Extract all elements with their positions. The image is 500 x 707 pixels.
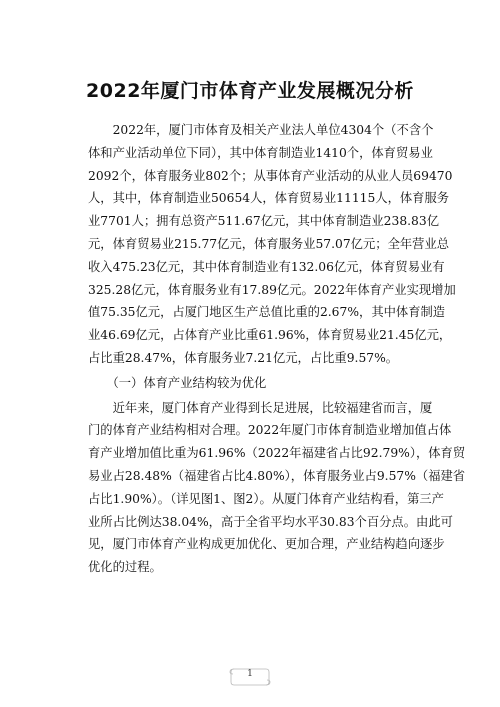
- paragraph-line: 业所占比例达38.04%，高于全省平均水平30.83个百分点。由此可: [88, 514, 453, 529]
- paragraph-line: 占比1.90%）。（详见图1、图2）。从厦门体育产业结构看，第三产: [88, 491, 444, 506]
- paragraph-line: 2092个，体育服务业802个；从事体育产业活动的从业人员69470: [88, 168, 453, 183]
- paragraph-line: 体和产业活动单位下同），其中体育制造业1410个，体育贸易业: [88, 145, 433, 160]
- paragraph-line: 收入475.23亿元，其中体育制造业有132.06亿元，体育贸易业有: [88, 259, 445, 274]
- paragraph-line: 业7701人；拥有总资产511.67亿元，其中体育制造业238.83亿: [88, 214, 439, 229]
- paragraph-line: 占比重28.47%，体育服务业7.21亿元，占比重9.57%。: [88, 350, 399, 365]
- paragraph-line: 门的体育产业结构相对合理。2022年厦门市体育制造业增加值占体: [88, 423, 452, 438]
- section-heading: （一）体育产业结构较为优化: [88, 375, 267, 390]
- page-number: 1: [247, 669, 253, 679]
- paragraph-line: 易业占28.48%（福建省占比4.80%），体育服务业占9.57%（福建省: [88, 468, 466, 483]
- paragraph-line: 近年来，厦门体育产业得到长足进展，比较福建省而言，厦: [88, 400, 433, 415]
- paragraph-line: 人，其中，体育制造业50654人，体育贸易业11115人，体育服务: [88, 191, 450, 206]
- paragraph-line: 业46.69亿元，占体育产业比重61.96%，体育贸易业21.45亿元，: [88, 328, 452, 343]
- paragraph-line: 育产业增加值比重为61.96%（2022年福建省占比92.79%），体育贸: [88, 446, 466, 461]
- paragraph-line: 优化的过程。: [88, 560, 162, 575]
- paragraph-line: 值75.35亿元，占厦门地区生产总值比重的2.67%，其中体育制造: [88, 305, 446, 320]
- document-title: 2022年厦门市体育产业发展概况分析: [86, 80, 414, 102]
- page-number-scroll: [228, 666, 272, 688]
- paragraph-line: 2022年，厦门市体育及相关产业法人单位4304个（不含个: [88, 123, 434, 137]
- paragraph-overview: [88, 119, 456, 370]
- paragraph-line: 元，体育贸易业215.77亿元，体育服务业57.07亿元；全年营业总: [88, 236, 450, 251]
- paragraph-line: 见，厦门市体育产业构成更加优化、更加合理，产业结构趋向逐步: [88, 537, 445, 552]
- paragraph-line: 325.28亿元，体育服务业有17.89亿元。2022年体育产业实现增加: [88, 282, 456, 297]
- document-body: [88, 119, 466, 579]
- paragraph-structure: [88, 397, 466, 579]
